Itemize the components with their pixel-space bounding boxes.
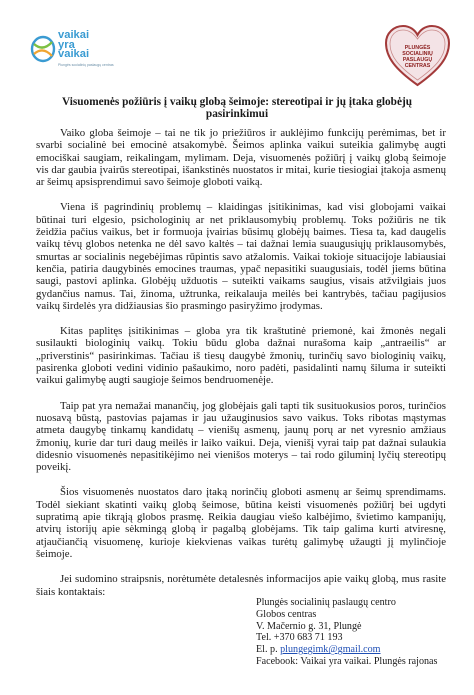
paragraph-5: Šios visuomenės nuostatos daro įtaką norinčių globoti asmenų ar šeimų sprendimams. Todėl siekiant skatinti vaikų globą šeimose, būtina keisti visuomenės požiūrį bei ugdyti supratimą apie tikrąją globos prasmę. Reikia daugiau viešo kalbėjimo, švietimo kampanijų, atvirų istorijų apie sėkmingą globą ir pagalbą globėjams. Tik taip galima kurti atviresnę, atjaučiančią visuomenę, kurioje kiekvienas vaikas turėtų galimybę užaugti jį mylinčioje šeimoje. — [36, 486, 446, 560]
paragraph-6: Jei sudomino straipsnis, norėtumėte detalesnės informacijos apie vaikų globą, mus rasite šiais kontaktais: — [36, 573, 446, 598]
paragraph-2: Viena iš pagrindinių problemų – klaidingas įsitikinimas, kad visi globojami vaikai būtinai turi elgesio, psichologinių ar net priklausomybių problemų. Toks požiūris ne tik žeidžia pačius vaikus, bet ir formuoja įvairias būsimų globėjų baimes. Tiesa ta, kad daugelis vaikų tėvų globos netenka ne dėl savo kaltės – tai dažnai lemia suaugusiųjų priklausomybės, smurtas ar socialinis negebėjimas rūpintis savo atžalomis. Vaikai tokioje situacijoje labiausiai kenčia, patiria daugybinės emocines traumas, ypač nepasitiki suaugusiais, todėl jiems būtina saugi, pastovi aplinka. Globėjų užduotis – suteikti vaikams saugius, visais atžvilgiais juos gydančius namus. Tai, žinoma, užtrunka, reikalauja meilės bei kantrybės, tačiau pagijusios vaikų širdelės yra didžiausias šio prasmingo pasiryžimo įrodymas. — [36, 201, 446, 312]
contact-facebook: Facebook: Vaikai yra vaikai. Plungės rajonas — [256, 655, 438, 667]
seal-line-4: CENTRAS — [404, 63, 431, 69]
vaikai-yra-vaikai-logo — [30, 29, 114, 80]
contact-unit: Globos centras — [256, 608, 317, 620]
contact-email-line — [256, 644, 456, 656]
article-title: Visuomenės požiūris į vaikų globą šeimoje: stereotipai ir jų įtaka globėjų pasirinkimui — [62, 96, 412, 120]
contact-phone: Tel. +370 683 71 193 — [256, 632, 343, 644]
seal-line-1: PLUNGĖS — [404, 45, 431, 51]
contact-address: V. Mačernio g. 31, Plungė — [256, 620, 362, 632]
email-link[interactable]: plungegimk@gmail.com — [280, 644, 381, 656]
article-body — [36, 127, 446, 611]
paragraph-3: Kitas paplitęs įsitikinimas – globa yra tik kraštutinė priemonė, kai žmonės negali susilaukti biologinių vaikų. Tokiu būdu globa dažnai nurašoma kaip „antraeilis“ ar „priverstinis“ pasirinkimas. Tačiau iš tiesų daugybė žmonių, turinčių savo biologinių vaikų, pasirenka globoti vedini vidinio pašaukimo, noro padėti, pasidalinti namų šiluma ir suteikti vaikui galimybę augti saugioje šeimos bendruomenėje. — [36, 325, 446, 387]
logo-word-2: yra — [58, 38, 75, 51]
contact-org: Plungės socialinių paslaugų centro — [256, 597, 396, 608]
contact-block — [256, 597, 456, 668]
paragraph-4: Taip pat yra nemažai manančių, jog globėjais gali tapti tik susituokusios poros, turinčios nuosavą būstą, pastovias pajamas ir jau užauginusios savo vaikus. Toks ribotas mąstymas atmeta daugybę tinkamų kandidatų – vienišų asmenų, jaunų porų ar net vyresnio amžiaus žmonių, kurie dar turi daug meilės ir laiko vaikui. Deja, vienišį vyrai taip pat dažnai sulaukia didesnio visuomenės nepasitikėjimo nei vienišos moterys – tai rodo giluminį lyčių stereotipų poveikį. — [36, 399, 446, 474]
email-label: El. p. — [256, 644, 278, 656]
logo-word-3: vaikai — [58, 48, 90, 61]
seal-line-3: PASLAUGŲ — [402, 57, 433, 63]
social-services-seal — [385, 25, 450, 87]
globe-swirl-icon — [30, 34, 56, 64]
logo-caption: Plungės socialinių paslaugų centras — [58, 63, 114, 67]
seal-line-2: SOCIALINIŲ — [402, 51, 433, 57]
logo-word-1: vaikai — [58, 29, 90, 41]
paragraph-1: Vaiko globa šeimoje – tai ne tik jo priežiūros ir auklėjimo funkcijų perėmimas, bet ir svarbi socialinė bei emocinė atsakomybė. Šeimos aplinka vaikui suteikia galimybę augti emociškai saugiam, reikalingam, mylimam. Deja, visuomenės požiūrį į vaikų globą šeimoje vis dar gaubia įvairūs stereotipai, išankstinės nuostatos ir mitai, kurie tiesiogiai įtakoja asmenų ar šeimų apsisprendimui savo šeimoje globoti vaiką. — [36, 127, 446, 189]
